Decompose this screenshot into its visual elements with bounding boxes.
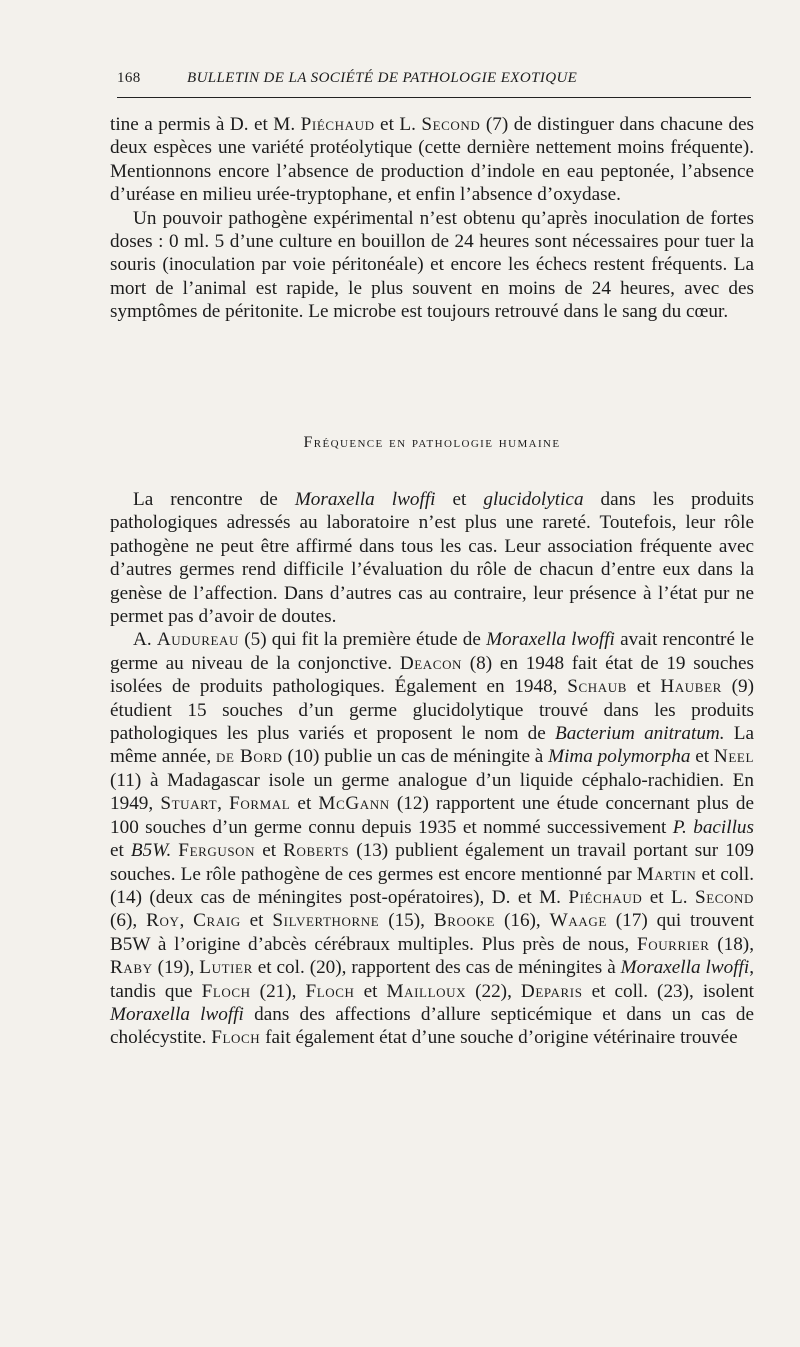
- text-run: et: [690, 746, 714, 768]
- text-run: A.: [133, 629, 157, 651]
- author-name: Formal: [229, 793, 291, 815]
- author-name: Martin: [636, 863, 697, 885]
- text-run: (18),: [709, 933, 754, 955]
- text-run: et col. (20), rapportent des cas de méningites à: [252, 957, 621, 979]
- text-run: et: [627, 676, 661, 698]
- text-run: La rencontre de: [133, 489, 295, 510]
- author-name: Roberts: [283, 840, 350, 862]
- author-name: Deparis: [520, 980, 583, 1002]
- author-name: McGann: [318, 793, 390, 815]
- text-run: La même année,: [110, 723, 754, 768]
- text-run: et: [255, 840, 284, 862]
- author-name: Waage: [549, 910, 607, 932]
- text-run: et: [435, 489, 484, 510]
- text-run: ,: [217, 793, 230, 815]
- author-name: Neel: [713, 746, 754, 768]
- author-name: Raby: [110, 957, 153, 979]
- body-text-top: [110, 113, 754, 324]
- text-run: (22),: [466, 980, 521, 1002]
- journal-title: BULLETIN DE LA SOCIÉTÉ DE PATHOLOGIE EXOTIQUE: [187, 70, 578, 86]
- text-run: et: [354, 980, 387, 1002]
- text-run: dans des affections d’allure septicémique et dans un cas de cholécystite.: [110, 1003, 754, 1049]
- text-run: et: [110, 840, 131, 862]
- author-name: de Bord: [216, 746, 283, 768]
- species-name: Moraxella lwoffi: [620, 957, 750, 979]
- text-run: (5) qui fit la première étude de: [239, 629, 487, 651]
- species-name: glucidolytica: [483, 489, 584, 510]
- text-run: dans les produits pathologiques adressés au laboratoire n’est plus une rareté. Toutefois, leur rôle pathogène ne peut être affirmé dans tous les cas. Leur association fréquente avec d’autres germes rend difficile l’évaluation du rôle de chacun d’entre eux dans la genèse de l’affection. Dans d’autres cas au contraire, leur présence à l’état pur ne permet pas d’avoir de doutes.: [110, 489, 754, 628]
- text-run: et L.: [374, 114, 422, 135]
- text-run: (8) en 1948 fait état de 19 souches isolées de produits pathologiques. Également en 1948,: [110, 652, 754, 698]
- author-name: Mailloux: [386, 980, 467, 1002]
- text-run: (6),: [110, 910, 147, 932]
- text-run: (21),: [250, 980, 306, 1002]
- text-run: (16),: [495, 910, 550, 932]
- author-name: Second: [421, 114, 481, 135]
- text-run: (15),: [379, 910, 434, 932]
- text-run: et: [240, 910, 273, 932]
- author-name: Second: [694, 886, 754, 908]
- text-run: (11) à Madagascar isole un germe analogue d’un liquide céphalo-rachidien. En 1949,: [110, 769, 754, 815]
- species-name: P. bacillus: [672, 816, 754, 838]
- author-name: Silverthorne: [272, 910, 380, 932]
- species-name: Moraxella lwoffi: [486, 629, 615, 651]
- text-run: , tandis que: [110, 957, 754, 1002]
- page-number: 168: [117, 70, 141, 86]
- text-run: et: [290, 793, 319, 815]
- author-name: Roy: [146, 910, 180, 932]
- author-name: Stuart: [160, 793, 218, 815]
- species-name: Bacterium anitratum.: [554, 723, 725, 745]
- text-run: (7) de distinguer dans chacune des deux espèces une variété protéolytique (cette dernière nettement moins fréquente). Mentionnons encore l’absence de production d’indole en eau peptonée, l’absence d’uréase en milieu urée-tryptophane, et enfin l’absence d’oxydase.: [110, 114, 754, 206]
- author-name: Floch: [211, 1027, 261, 1049]
- text-run: (13) publient également un travail portant sur 109 souches. Le rôle pathogène de ces germes est encore mentionné par: [110, 840, 754, 885]
- text-run: et coll. (14) (deux cas de méningites post-opératoires), D. et M.: [110, 863, 754, 908]
- text-run: (19),: [152, 957, 200, 979]
- text-run: (17) qui trouvent B5W à l’origine d’abcès cérébraux multiples. Plus près de nous,: [110, 910, 755, 955]
- text-run: (10) publie un cas de méningite à: [282, 746, 549, 768]
- text-run: et coll. (23), isolent: [582, 980, 755, 1002]
- paragraph-4: [110, 628, 754, 1049]
- author-name: Brooke: [433, 910, 496, 932]
- section-heading: Fréquence en pathologie humaine: [303, 434, 561, 451]
- paragraph-3: [110, 488, 754, 628]
- species-name: B5W.: [130, 840, 172, 862]
- text-run: ,: [179, 910, 194, 932]
- author-name: Floch: [201, 980, 251, 1002]
- text-run: avait rencontré le germe au niveau de la conjonctive.: [110, 629, 754, 674]
- species-name: Mima polymorpha: [548, 746, 691, 768]
- header-rule: [117, 97, 751, 98]
- body-text-section: [110, 488, 754, 1050]
- author-name: Floch: [305, 980, 355, 1002]
- author-name: Lutier: [199, 957, 253, 979]
- species-name: Moraxella lwoffi: [110, 1003, 244, 1025]
- author-name: Ferguson: [178, 840, 256, 862]
- text-run: (9) étudient 15 souches d’un germe glucidolytique trouvé dans les produits pathologiques les plus variés et proposent le nom de: [110, 676, 754, 745]
- paragraph-2: Un pouvoir pathogène expérimental n’est obtenu qu’après inoculation de fortes doses : 0 ml. 5 d’une culture en bouillon de 24 heures sont nécessaires pour tuer la souris (inoculation par voie péritonéale) et encore les échecs restent fréquents. La mort de l’animal est rapide, le plus souvent en moins de 24 heures, avec des symptômes de péritonite. Le microbe est toujours retrouvé dans le sang du cœur.: [110, 207, 754, 323]
- author-name: Audureau: [156, 629, 240, 651]
- text-run: fait également état d’une souche d’origine vétérinaire trouvée: [260, 1027, 738, 1049]
- author-name: Schaub: [567, 676, 628, 698]
- author-name: Piéchaud: [568, 886, 643, 908]
- author-name: Hauber: [660, 676, 722, 698]
- author-name: Piéchaud: [300, 114, 375, 135]
- text-run: (12) rapportent une étude concernant plus de 100 souches d’un germe connu depuis 1935 et nommé successivement: [110, 793, 755, 838]
- paragraph-1: [110, 113, 754, 207]
- author-name: Craig: [193, 910, 241, 932]
- author-name: Fourrier: [636, 933, 710, 955]
- text-run: et L.: [642, 886, 695, 908]
- text-run: tine a permis à D. et M.: [110, 114, 301, 135]
- species-name: Moraxella lwoffi: [294, 489, 436, 510]
- author-name: Deacon: [399, 652, 463, 674]
